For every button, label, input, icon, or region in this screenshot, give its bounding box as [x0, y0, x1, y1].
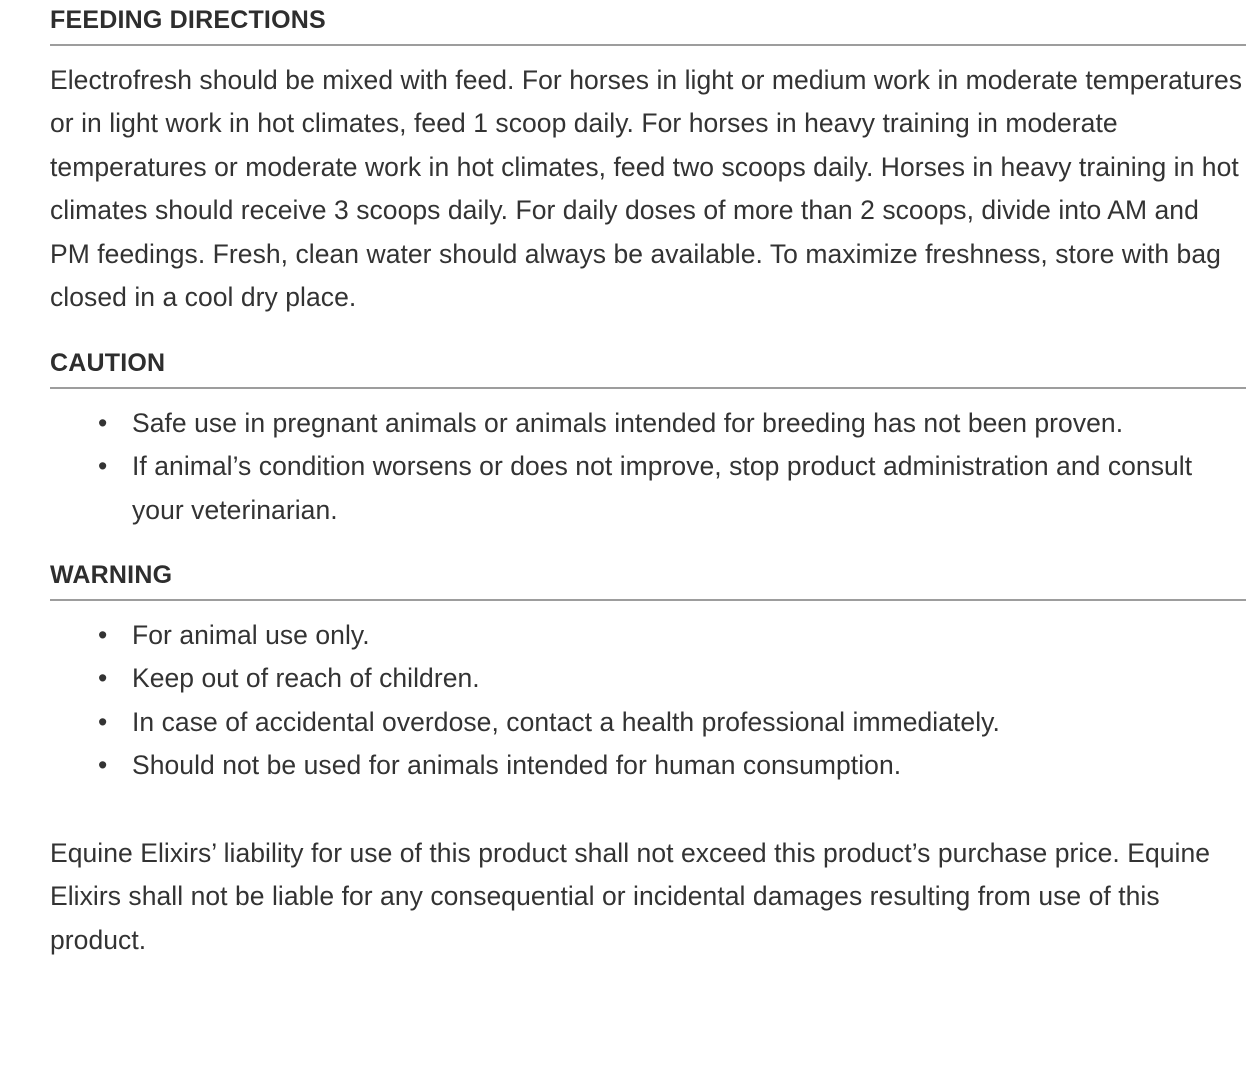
section-feeding-directions [50, 6, 1246, 320]
warning-bullet-list [50, 614, 1246, 788]
list-item [50, 445, 1246, 532]
section-heading-feeding-directions: FEEDING DIRECTIONS [50, 6, 326, 34]
list-item-text: Keep out of reach of children. [132, 663, 480, 694]
caution-bullet-list [50, 402, 1246, 533]
list-item-text: Should not be used for animals intended for human consumption. [132, 750, 902, 781]
heading-divider-feeding-directions [50, 44, 1246, 46]
bullet-icon: • [98, 451, 108, 481]
list-item-text: In case of accidental overdose, contact a health professional immediately. [132, 706, 1000, 737]
list-item [50, 614, 1246, 658]
section-heading-caution: CAUTION [50, 348, 166, 377]
section-heading-warning: WARNING [50, 561, 173, 589]
bullet-icon: • [98, 750, 108, 781]
section-warning [50, 561, 1246, 788]
liability-disclaimer-paragraph: Equine Elixirs’ liability for use of this product shall not exceed this product’s purchase price. Equine Elixirs shall not be liable for any consequential or incidental damages resulting from use of this product. [50, 837, 1211, 955]
bullet-icon: • [98, 619, 108, 650]
heading-divider-caution [50, 387, 1246, 389]
list-item-text: Safe use in pregnant animals or animals intended for breeding has not been proven. [132, 407, 1124, 438]
list-item [50, 701, 1246, 745]
list-item-text: For animal use only. [132, 619, 370, 650]
feeding-directions-paragraph: Electrofresh should be mixed with feed. For horses in light or medium work in moderate temperatures or in light work in hot climates, feed 1 scoop daily. For horses in heavy training in moderate temperatures or moderate work in hot climates, feed two scoops daily. Horses in heavy training in hot climates should receive 3 scoops daily. For daily doses of more than 2 scoops, divide into AM and PM feedings. Fresh, clean water should always be available. To maximize freshness, store with bag closed in a cool dry place. [50, 64, 1243, 313]
heading-divider-warning [50, 599, 1246, 601]
bullet-icon: • [98, 663, 108, 694]
section-caution [50, 349, 1246, 532]
bullet-icon: • [98, 706, 108, 737]
list-item-text: If animal’s condition worsens or does not improve, stop product administration and consult your veterinarian. [132, 451, 1193, 525]
list-item [50, 657, 1246, 701]
bullet-icon: • [98, 407, 108, 438]
list-item [50, 744, 1246, 788]
list-item [50, 402, 1246, 446]
